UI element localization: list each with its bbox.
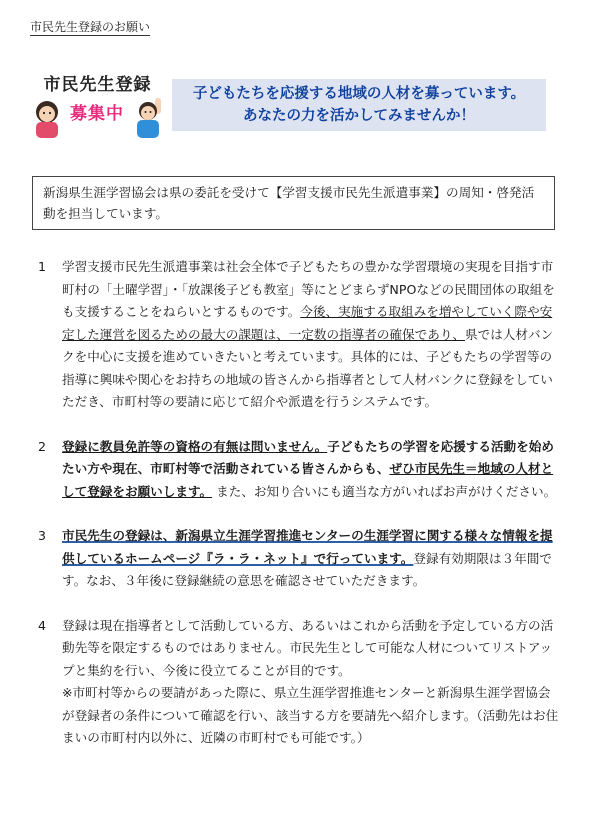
item-number: 4 bbox=[38, 617, 47, 633]
intro-text: 新潟県生涯学習協会は県の委託を受けて【学習支援市民先生派遣事業】の周知・啓発活動を担当しています。 bbox=[43, 185, 535, 221]
girl-illustration-icon bbox=[30, 98, 64, 138]
logo-title: 市民先生登録 bbox=[43, 75, 152, 95]
boy-illustration-icon bbox=[133, 96, 165, 138]
item-bold-underlined-text: 市民先生の登録は、新潟県立生涯学習推進センターの生涯学習に関する様々な情報を提供しているホームページ『ラ・ラ・ネット』で行っています。 bbox=[62, 528, 553, 566]
item-note: ※市町村等からの要請があった際に、県立生涯学習推進センターと新潟県生涯学習協会が登録者の条件について確認を行い、該当する方を要請先へ紹介します。（活動先はお住まいの市町村内以外に、近隣の市町村でも可能です。） bbox=[62, 685, 559, 745]
item-number: 3 bbox=[38, 528, 47, 543]
page-header-title: 市民先生登録のお願い bbox=[30, 20, 151, 34]
logo-subtitle: 募集中 bbox=[70, 104, 124, 124]
item-list bbox=[32, 256, 562, 772]
intro-box bbox=[32, 176, 555, 230]
item-number: 1 bbox=[38, 259, 47, 274]
item-text: 登録有効期限は３年間です。なお、３年後に登録継続の意思を確認させていただきます。 bbox=[62, 550, 552, 588]
banner-line-1: 子どもたちを応援する地域の人材を募っています。 bbox=[192, 86, 526, 102]
item-text: 県では人材バンクを中心に支援を進めていきたいと考えています。具体的には、子どもたちの学習等の指導に興味や関心をお持ちの地域の皆さんから指導者として人材バンクに登録をしていただき、市町村等の要請に応じて紹介や派遣を行うシステムです。 bbox=[62, 326, 554, 409]
item-text: 登録は現在指導者として活動している方、あるいはこれから活動を予定している方の活動先等を限定するものではありません。市民先生として可能な人材についてリストアップと集約を行い、今後に役立てることが目的です。 bbox=[62, 617, 554, 678]
item-text: 学習支援市民先生派遣事業は社会全体で子どもたちの豊かな学習環境の実現を目指す市町村の「土曜学習」・「放課後子ども教室」等にとどまらずNPOなどの民間団体の取組をも支援することをねらいとするものです。 bbox=[62, 259, 555, 319]
list-item bbox=[32, 256, 562, 414]
recruitment-logo bbox=[30, 74, 165, 140]
item-text: また、お知り合いにも適当な方がいればお声がけください。 bbox=[212, 483, 557, 499]
item-bold-text: 子どもたちの学習を応援する活動を始めたい方や現在、市町村等で活動されている皆さんからも、 bbox=[62, 438, 554, 476]
item-underlined-text: 今後、実施する取組みを増やしていく際や安定した運営を図るための最大の課題は、一定数の指導者の確保であり、 bbox=[62, 304, 553, 342]
item-number: 2 bbox=[38, 438, 47, 454]
item-bold-underlined-text: ぜひ市民先生＝地域の人材として登録をお願いします。 bbox=[62, 461, 554, 499]
list-item bbox=[32, 615, 562, 750]
headline-banner bbox=[172, 79, 546, 131]
list-item bbox=[32, 436, 562, 504]
banner-line-2: あなたの力を活かしてみませんか！ bbox=[243, 108, 475, 124]
list-item bbox=[32, 525, 562, 593]
item-bold-underlined-text: 登録に教員免許等の資格の有無は問いません。 bbox=[62, 438, 328, 454]
